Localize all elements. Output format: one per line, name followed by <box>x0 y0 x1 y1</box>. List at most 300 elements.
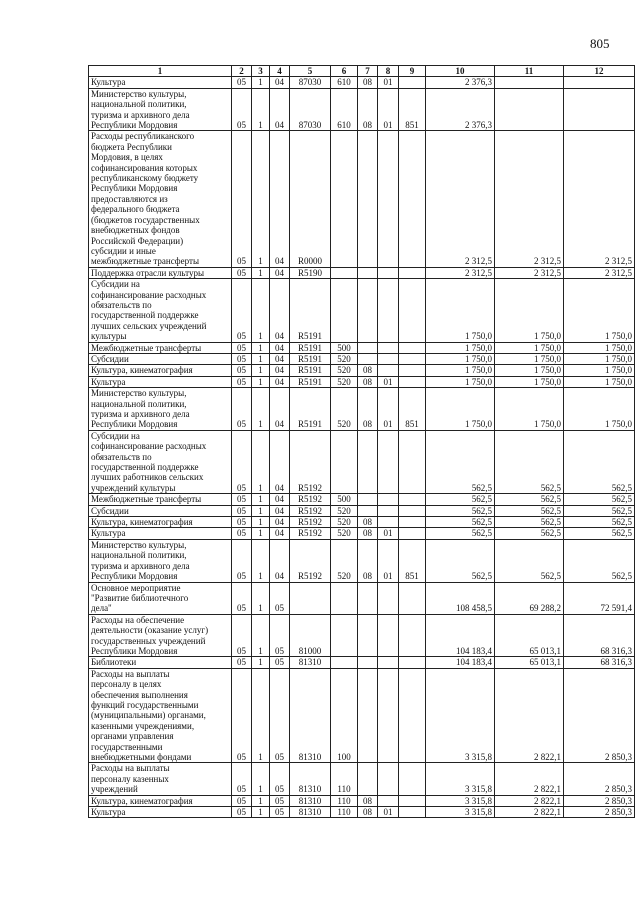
code-cell <box>399 353 426 364</box>
code-cell <box>331 279 358 342</box>
code-cell: 08 <box>358 77 378 88</box>
amount-cell: 1 750,0 <box>564 376 635 387</box>
name-cell: Министерство культуры, национальной политики, туризма и архивного дела Республики Мордовия <box>89 539 232 582</box>
code-cell: 1 <box>252 505 270 516</box>
code-cell: 08 <box>358 388 378 431</box>
code-cell <box>378 131 399 267</box>
code-cell: R5192 <box>290 494 331 505</box>
code-cell: 520 <box>331 528 358 539</box>
code-cell: 1 <box>252 388 270 431</box>
code-cell: 08 <box>358 376 378 387</box>
amount-cell <box>495 77 564 88</box>
table-row <box>89 279 635 342</box>
code-cell: 08 <box>358 807 378 818</box>
code-cell <box>358 657 378 668</box>
amount-cell: 1 750,0 <box>426 279 495 342</box>
name-cell: Поддержка отрасли культуры <box>89 267 232 278</box>
name-cell: Межбюджетные трансферты <box>89 342 232 353</box>
amount-cell: 72 591,4 <box>564 582 635 614</box>
header-cell: 2 <box>232 66 252 77</box>
name-cell: Культура <box>89 807 232 818</box>
code-cell <box>399 807 426 818</box>
name-cell: Субсидии на софинансирование расходных обязательств по государственной поддержке лучших сельских учреждений культуры <box>89 279 232 342</box>
amount-cell: 2 850,3 <box>564 668 635 763</box>
amount-cell: 2 312,5 <box>564 131 635 267</box>
code-cell <box>378 795 399 806</box>
code-cell: 1 <box>252 279 270 342</box>
code-cell: 05 <box>232 795 252 806</box>
table-row <box>89 494 635 505</box>
code-cell <box>331 131 358 267</box>
amount-cell <box>495 88 564 131</box>
table-row <box>89 131 635 267</box>
code-cell <box>399 505 426 516</box>
code-cell: R5191 <box>290 376 331 387</box>
header-cell: 7 <box>358 66 378 77</box>
code-cell <box>399 795 426 806</box>
name-cell: Субсидии <box>89 353 232 364</box>
amount-cell: 562,5 <box>426 430 495 493</box>
header-cell: 11 <box>495 66 564 77</box>
table-row <box>89 365 635 376</box>
code-cell: 04 <box>270 131 290 267</box>
amount-cell: 3 315,8 <box>426 795 495 806</box>
code-cell: 04 <box>270 267 290 278</box>
code-cell: 1 <box>252 795 270 806</box>
code-cell <box>378 517 399 528</box>
code-cell <box>358 353 378 364</box>
code-cell: 05 <box>232 494 252 505</box>
name-cell: Библиотеки <box>89 657 232 668</box>
code-cell: 500 <box>331 494 358 505</box>
amount-cell: 1 750,0 <box>426 388 495 431</box>
code-cell <box>399 77 426 88</box>
code-cell: R5191 <box>290 342 331 353</box>
amount-cell: 562,5 <box>426 494 495 505</box>
name-cell: Расходы республиканского бюджета Республики Мордовия, в целях софинансирования которых республиканскому бюджету Республики Мордовия предоставляются из федерального бюджета (бюджетов государственных внебюджетных фондов Российской Федерации) субсидии и иные межбюджетные трансферты <box>89 131 232 267</box>
code-cell: 04 <box>270 353 290 364</box>
table-row <box>89 528 635 539</box>
code-cell: 08 <box>358 517 378 528</box>
code-cell: 08 <box>358 365 378 376</box>
code-cell: 610 <box>331 88 358 131</box>
code-cell: 1 <box>252 342 270 353</box>
code-cell: 05 <box>232 267 252 278</box>
code-cell: 05 <box>232 582 252 614</box>
name-cell: Министерство культуры, национальной политики, туризма и архивного дела Республики Мордовия <box>89 88 232 131</box>
code-cell: 01 <box>378 88 399 131</box>
code-cell: 1 <box>252 430 270 493</box>
code-cell: 01 <box>378 807 399 818</box>
amount-cell: 2 312,5 <box>495 131 564 267</box>
code-cell <box>358 267 378 278</box>
code-cell <box>358 279 378 342</box>
code-cell: 1 <box>252 267 270 278</box>
amount-cell: 1 750,0 <box>426 376 495 387</box>
code-cell: 1 <box>252 668 270 763</box>
code-cell: 08 <box>358 539 378 582</box>
code-cell <box>399 131 426 267</box>
code-cell <box>378 668 399 763</box>
code-cell <box>399 517 426 528</box>
code-cell: 520 <box>331 517 358 528</box>
code-cell: 05 <box>232 131 252 267</box>
code-cell: 04 <box>270 528 290 539</box>
header-cell: 1 <box>89 66 232 77</box>
code-cell: 520 <box>331 353 358 364</box>
code-cell <box>358 505 378 516</box>
amount-cell: 2 822,1 <box>495 807 564 818</box>
code-cell: R5191 <box>290 279 331 342</box>
code-cell: 05 <box>270 807 290 818</box>
code-cell <box>358 668 378 763</box>
code-cell: 04 <box>270 539 290 582</box>
code-cell: 05 <box>232 376 252 387</box>
amount-cell: 562,5 <box>426 505 495 516</box>
code-cell: 05 <box>232 657 252 668</box>
code-cell: 05 <box>232 365 252 376</box>
amount-cell: 562,5 <box>564 517 635 528</box>
code-cell: 01 <box>378 528 399 539</box>
header-cell: 6 <box>331 66 358 77</box>
code-cell: 1 <box>252 494 270 505</box>
code-cell: 1 <box>252 528 270 539</box>
code-cell <box>399 376 426 387</box>
code-cell: 81310 <box>290 807 331 818</box>
code-cell: 1 <box>252 657 270 668</box>
amount-cell: 562,5 <box>495 430 564 493</box>
code-cell: 1 <box>252 77 270 88</box>
code-cell <box>331 430 358 493</box>
code-cell: 100 <box>331 668 358 763</box>
amount-cell: 3 315,8 <box>426 668 495 763</box>
code-cell: 05 <box>270 582 290 614</box>
amount-cell: 2 312,5 <box>426 267 495 278</box>
amount-cell: 65 013,1 <box>495 614 564 657</box>
name-cell: Расходы на выплаты персоналу казенных учреждений <box>89 763 232 795</box>
code-cell: 81310 <box>290 657 331 668</box>
amount-cell: 2 822,1 <box>495 763 564 795</box>
header-cell: 8 <box>378 66 399 77</box>
name-cell: Основное мероприятие "Развитие библиотечного дела" <box>89 582 232 614</box>
amount-cell: 65 013,1 <box>495 657 564 668</box>
code-cell: 610 <box>331 77 358 88</box>
amount-cell: 104 183,4 <box>426 657 495 668</box>
code-cell <box>331 657 358 668</box>
code-cell: R5192 <box>290 505 331 516</box>
code-cell <box>331 614 358 657</box>
code-cell <box>399 528 426 539</box>
code-cell <box>399 582 426 614</box>
name-cell: Культура <box>89 528 232 539</box>
code-cell: 05 <box>232 539 252 582</box>
code-cell: 04 <box>270 505 290 516</box>
code-cell: 520 <box>331 365 358 376</box>
page-number: 805 <box>590 36 610 51</box>
code-cell <box>378 267 399 278</box>
amount-cell: 562,5 <box>564 528 635 539</box>
code-cell <box>331 582 358 614</box>
code-cell <box>399 430 426 493</box>
name-cell: Культура, кинематография <box>89 365 232 376</box>
amount-cell: 562,5 <box>564 494 635 505</box>
code-cell: 110 <box>331 795 358 806</box>
table-row <box>89 342 635 353</box>
name-cell: Культура <box>89 77 232 88</box>
code-cell: 1 <box>252 582 270 614</box>
code-cell: 01 <box>378 388 399 431</box>
code-cell: R5191 <box>290 353 331 364</box>
code-cell: R0000 <box>290 131 331 267</box>
table-row <box>89 582 635 614</box>
code-cell <box>331 267 358 278</box>
code-cell <box>290 582 331 614</box>
amount-cell: 2 376,3 <box>426 77 495 88</box>
amount-cell: 68 316,3 <box>564 657 635 668</box>
code-cell <box>399 614 426 657</box>
amount-cell: 562,5 <box>495 539 564 582</box>
code-cell: 04 <box>270 279 290 342</box>
code-cell <box>399 365 426 376</box>
code-cell: 05 <box>232 388 252 431</box>
code-cell: 04 <box>270 77 290 88</box>
code-cell: 05 <box>232 763 252 795</box>
code-cell: 05 <box>232 807 252 818</box>
name-cell: Расходы на выплаты персоналу в целях обеспечения выполнения функций государственными (муниципальными) органами, казенными учреждениями, органами управления государственными внебюджетными фондами <box>89 668 232 763</box>
amount-cell: 3 315,8 <box>426 763 495 795</box>
code-cell: 1 <box>252 353 270 364</box>
header-cell: 12 <box>564 66 635 77</box>
code-cell: R5192 <box>290 430 331 493</box>
budget-table <box>88 65 635 818</box>
code-cell: 05 <box>232 342 252 353</box>
table-row <box>89 388 635 431</box>
code-cell: 87030 <box>290 77 331 88</box>
code-cell <box>378 582 399 614</box>
table-row <box>89 430 635 493</box>
code-cell <box>399 267 426 278</box>
name-cell: Культура <box>89 376 232 387</box>
code-cell: 1 <box>252 539 270 582</box>
table-row <box>89 807 635 818</box>
amount-cell: 2 850,3 <box>564 807 635 818</box>
amount-cell: 2 822,1 <box>495 668 564 763</box>
name-cell: Субсидии <box>89 505 232 516</box>
amount-cell: 1 750,0 <box>495 376 564 387</box>
code-cell: R5190 <box>290 267 331 278</box>
header-cell: 3 <box>252 66 270 77</box>
code-cell <box>358 131 378 267</box>
code-cell: 520 <box>331 388 358 431</box>
code-cell <box>399 668 426 763</box>
code-cell: R5192 <box>290 517 331 528</box>
amount-cell: 1 750,0 <box>495 365 564 376</box>
code-cell: 04 <box>270 388 290 431</box>
code-cell: 81310 <box>290 795 331 806</box>
amount-cell: 1 750,0 <box>495 342 564 353</box>
amount-cell: 104 183,4 <box>426 614 495 657</box>
header-cell: 5 <box>290 66 331 77</box>
code-cell: 520 <box>331 376 358 387</box>
amount-cell: 562,5 <box>426 517 495 528</box>
code-cell: R5192 <box>290 528 331 539</box>
code-cell <box>399 342 426 353</box>
table-row <box>89 267 635 278</box>
amount-cell: 562,5 <box>426 539 495 582</box>
name-cell: Расходы на обеспечение деятельности (оказание услуг) государственных учреждений Республики Мордовия <box>89 614 232 657</box>
code-cell: 05 <box>232 77 252 88</box>
table-row <box>89 353 635 364</box>
code-cell <box>358 430 378 493</box>
table-row <box>89 539 635 582</box>
code-cell: 1 <box>252 807 270 818</box>
code-cell: 05 <box>232 279 252 342</box>
code-cell: 520 <box>331 539 358 582</box>
code-cell: 05 <box>270 657 290 668</box>
amount-cell <box>564 77 635 88</box>
code-cell <box>399 657 426 668</box>
amount-cell: 1 750,0 <box>495 388 564 431</box>
amount-cell: 1 750,0 <box>564 279 635 342</box>
name-cell: Министерство культуры, национальной политики, туризма и архивного дела Республики Мордовия <box>89 388 232 431</box>
code-cell: 08 <box>358 88 378 131</box>
amount-cell: 562,5 <box>564 505 635 516</box>
header-cell: 4 <box>270 66 290 77</box>
code-cell: 04 <box>270 88 290 131</box>
amount-cell: 562,5 <box>495 494 564 505</box>
code-cell: 81310 <box>290 763 331 795</box>
code-cell: 01 <box>378 376 399 387</box>
table-row <box>89 376 635 387</box>
amount-cell: 1 750,0 <box>495 353 564 364</box>
amount-cell: 1 750,0 <box>426 342 495 353</box>
code-cell: 04 <box>270 365 290 376</box>
code-cell <box>399 279 426 342</box>
code-cell: 05 <box>270 614 290 657</box>
code-cell: 04 <box>270 376 290 387</box>
code-cell: 05 <box>232 614 252 657</box>
code-cell: 1 <box>252 614 270 657</box>
amount-cell: 2 312,5 <box>564 267 635 278</box>
code-cell: 1 <box>252 88 270 131</box>
code-cell: 05 <box>270 795 290 806</box>
name-cell: Субсидии на софинансирование расходных обязательств по государственной поддержке лучших работников сельских учреждений культуры <box>89 430 232 493</box>
amount-cell: 562,5 <box>495 505 564 516</box>
code-cell <box>358 494 378 505</box>
code-cell: 08 <box>358 528 378 539</box>
code-cell: 1 <box>252 365 270 376</box>
code-cell: 05 <box>232 505 252 516</box>
code-cell <box>358 582 378 614</box>
code-cell <box>358 342 378 353</box>
amount-cell: 3 315,8 <box>426 807 495 818</box>
amount-cell: 562,5 <box>564 430 635 493</box>
code-cell: 87030 <box>290 88 331 131</box>
amount-cell: 2 312,5 <box>426 131 495 267</box>
code-cell: 08 <box>358 795 378 806</box>
amount-cell: 1 750,0 <box>495 279 564 342</box>
code-cell: 110 <box>331 807 358 818</box>
amount-cell: 2 850,3 <box>564 795 635 806</box>
code-cell <box>378 365 399 376</box>
code-cell <box>378 763 399 795</box>
code-cell <box>378 505 399 516</box>
header-cell: 10 <box>426 66 495 77</box>
table-row <box>89 763 635 795</box>
table-row <box>89 505 635 516</box>
code-cell <box>378 279 399 342</box>
table-row <box>89 517 635 528</box>
code-cell: 500 <box>331 342 358 353</box>
code-cell: 1 <box>252 131 270 267</box>
code-cell: 110 <box>331 763 358 795</box>
code-cell <box>399 763 426 795</box>
code-cell <box>358 763 378 795</box>
code-cell: 04 <box>270 494 290 505</box>
amount-cell: 1 750,0 <box>564 365 635 376</box>
header-cell: 9 <box>399 66 426 77</box>
name-cell: Культура, кинематография <box>89 795 232 806</box>
amount-cell: 562,5 <box>564 539 635 582</box>
code-cell: 1 <box>252 763 270 795</box>
table-row <box>89 614 635 657</box>
code-cell: 05 <box>232 517 252 528</box>
code-cell: 1 <box>252 376 270 387</box>
code-cell: 1 <box>252 517 270 528</box>
code-cell: 81310 <box>290 668 331 763</box>
code-cell: 04 <box>270 430 290 493</box>
name-cell: Культура, кинематография <box>89 517 232 528</box>
code-cell: 05 <box>232 353 252 364</box>
code-cell: 851 <box>399 539 426 582</box>
amount-cell: 1 750,0 <box>426 365 495 376</box>
code-cell: 04 <box>270 517 290 528</box>
code-cell <box>378 657 399 668</box>
code-cell <box>378 430 399 493</box>
amount-cell: 1 750,0 <box>564 342 635 353</box>
table-row <box>89 795 635 806</box>
code-cell: 01 <box>378 539 399 582</box>
code-cell: R5191 <box>290 365 331 376</box>
amount-cell: 1 750,0 <box>564 388 635 431</box>
code-cell <box>378 494 399 505</box>
amount-cell: 1 750,0 <box>564 353 635 364</box>
code-cell: 05 <box>232 528 252 539</box>
code-cell: 05 <box>270 668 290 763</box>
code-cell: R5191 <box>290 388 331 431</box>
code-cell: 01 <box>378 77 399 88</box>
code-cell <box>358 614 378 657</box>
table-row <box>89 77 635 88</box>
code-cell <box>378 614 399 657</box>
code-cell: 05 <box>270 763 290 795</box>
header-row <box>89 66 635 77</box>
code-cell: R5192 <box>290 539 331 582</box>
code-cell: 851 <box>399 388 426 431</box>
code-cell <box>399 494 426 505</box>
code-cell <box>378 342 399 353</box>
amount-cell <box>564 88 635 131</box>
code-cell: 851 <box>399 88 426 131</box>
amount-cell: 562,5 <box>426 528 495 539</box>
name-cell: Межбюджетные трансферты <box>89 494 232 505</box>
amount-cell: 2 376,3 <box>426 88 495 131</box>
amount-cell: 69 288,2 <box>495 582 564 614</box>
amount-cell: 1 750,0 <box>426 353 495 364</box>
code-cell: 05 <box>232 430 252 493</box>
code-cell: 05 <box>232 88 252 131</box>
amount-cell: 562,5 <box>495 517 564 528</box>
